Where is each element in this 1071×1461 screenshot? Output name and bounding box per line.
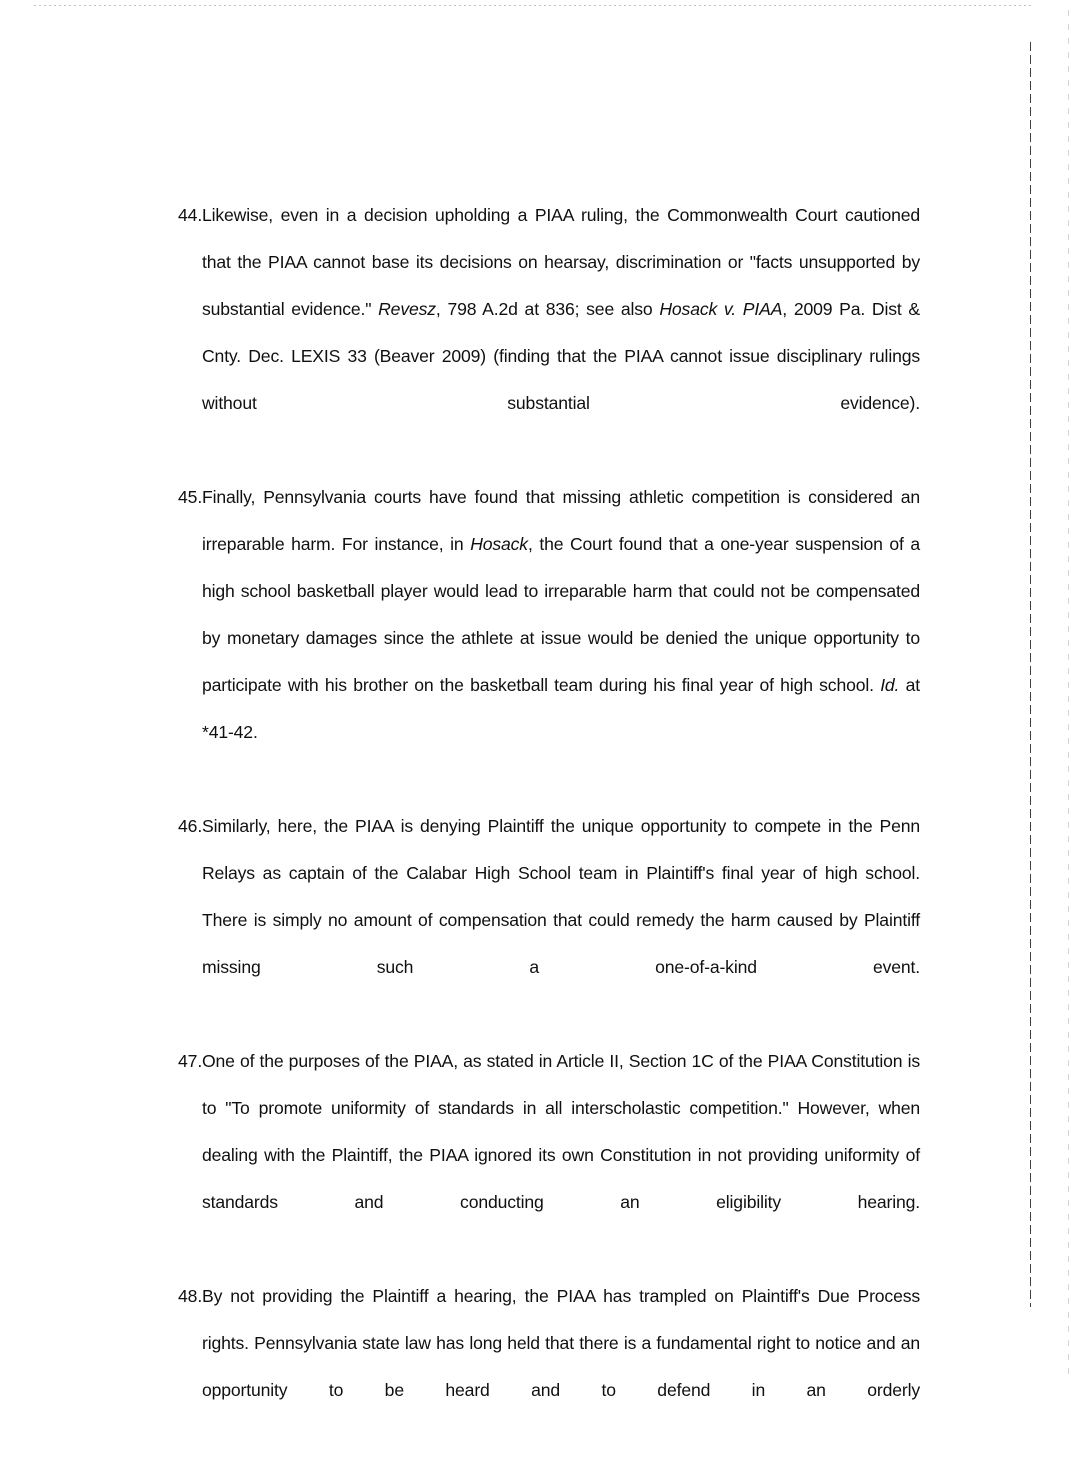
numbered-paragraph	[178, 192, 920, 474]
paragraph-body-text: By not providing the Plaintiff a hearing, the PIAA has trampled on Plaintiff's Due Process rights. Pennsylvania state law has long held that there is a fundamental right to notice and an opportunity to be heard and to defend in an orderly	[202, 1286, 920, 1400]
paragraph-number: 48.	[178, 1286, 203, 1306]
case-citation-italic: Id.	[880, 675, 900, 695]
numbered-paragraph	[178, 803, 920, 1038]
scan-right-edge-artifact	[1068, 10, 1069, 1380]
paragraph-number: 46.	[178, 816, 203, 836]
paragraph-body-text: Likewise, even in a decision upholding a PIAA ruling, the Commonwealth Court cautioned that the PIAA cannot base its decisions on hearsay, discrimination or "facts unsupported by substantial evidence." Revesz, 798 A.2d at 836; see also Hosack v. PIAA, 2009 Pa. Dist & Cnty. Dec. LEXIS 33 (Beaver 2009) (finding that the PIAA cannot issue disciplinary rulings without substantial evidence).	[202, 205, 920, 413]
scan-right-margin-line-artifact	[1030, 42, 1031, 1307]
paragraph-number: 47.	[178, 1051, 203, 1071]
case-citation-italic: Hosack v. PIAA	[659, 299, 783, 319]
case-citation-italic: Hosack	[470, 534, 528, 554]
numbered-paragraph	[178, 474, 920, 803]
numbered-paragraph-list	[178, 192, 920, 1461]
paragraph-number: 44.	[178, 205, 203, 225]
paragraph-body-text: Similarly, here, the PIAA is denying Plaintiff the unique opportunity to compete in the Penn Relays as captain of the Calabar High School team in Plaintiff's final year of high school. There is simply no amount of compensation that could remedy the harm caused by Plaintiff missing such a one-of-a-kind event.	[202, 816, 920, 977]
paragraph-body-text: One of the purposes of the PIAA, as stated in Article II, Section 1C of the PIAA Constitution is to "To promote uniformity of standards in all interscholastic competition." However, when dealing with the Plaintiff, the PIAA ignored its own Constitution in not providing uniformity of standards and conducting an eligibility hearing.	[202, 1051, 920, 1212]
numbered-paragraph	[178, 1273, 920, 1461]
paragraph-body-text: Finally, Pennsylvania courts have found that missing athletic competition is considered an irreparable harm. For instance, in Hosack, the Court found that a one-year suspension of a high school basketball player would lead to irreparable harm that could not be compensated by monetary damages since the athlete at issue would be denied the unique opportunity to participate with his brother on the basketball team during his final year of high school. Id. at *41-42.	[202, 487, 921, 742]
scan-top-edge-artifact	[34, 5, 1034, 6]
paragraph-number: 45.	[178, 487, 203, 507]
numbered-paragraph	[178, 1038, 920, 1273]
case-citation-italic: Revesz	[378, 299, 436, 319]
